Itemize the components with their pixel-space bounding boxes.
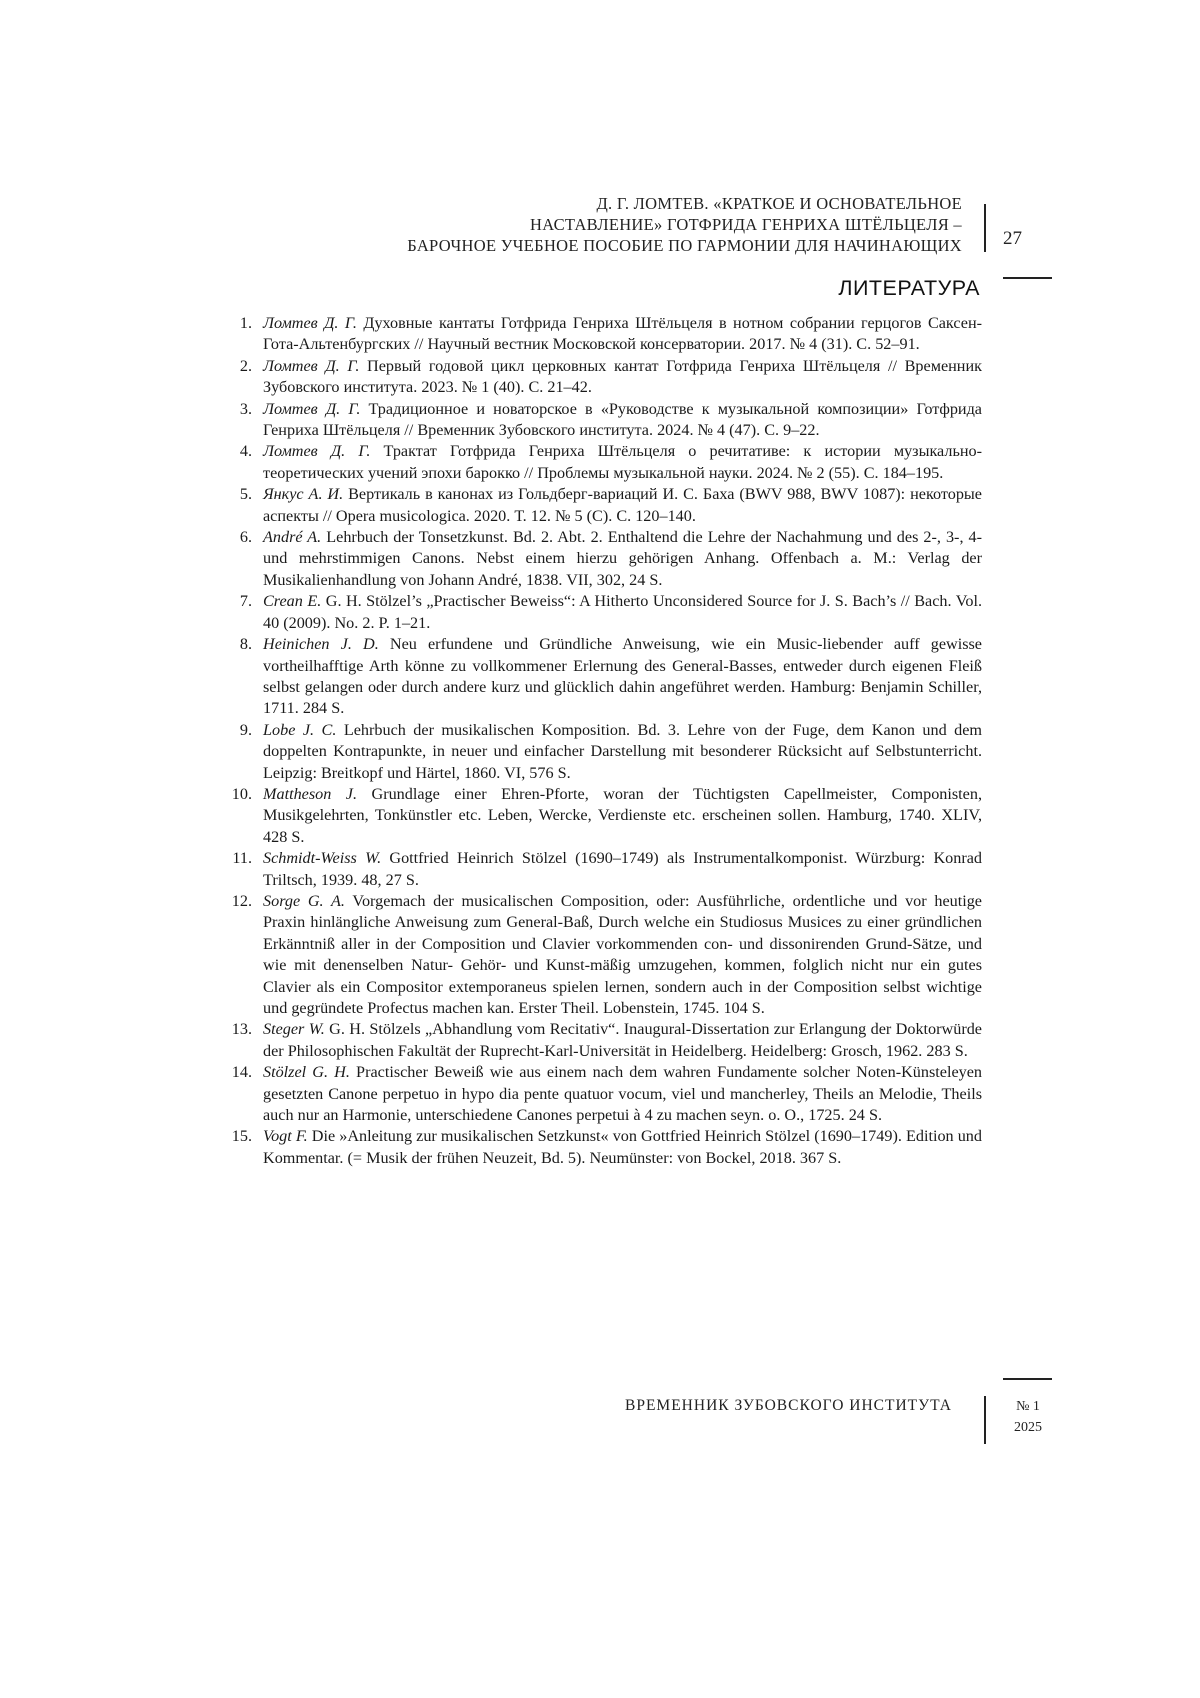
- reference-text: Вертикаль в канонах из Гольдберг-вариаций И. С. Баха (BWV 988, BWV 1087): некоторые аспекты // Opera musicologica. 2020. Т. 12. № 5 (С). С. 120–140.: [263, 485, 982, 525]
- running-head-line: НАСТАВЛЕНИЕ» ГОТФРИДА ГЕНРИХА ШТЁЛЬЦЕЛЯ –: [529, 215, 962, 234]
- reference-number: 15.: [231, 1127, 252, 1146]
- reference-text: Lehrbuch der musikalischen Komposition. Bd. 3. Lehre von der Fuge, dem Kanon und dem doppelten Kontrapunkte, in neuer und einfacher Darstellung mit besonderer Rücksicht auf Selbstunterricht. Leipzig: Breitkopf und Härtel, 1860. VI, 576 S.: [263, 720, 983, 782]
- reference-item: [218, 848, 982, 891]
- issue-number: № 1: [1016, 1399, 1040, 1414]
- reference-list: [218, 313, 982, 1169]
- footer-vertical-rule: [984, 1396, 986, 1444]
- reference-author: Mattheson J.: [263, 784, 358, 803]
- reference-item: [218, 1019, 982, 1062]
- reference-text: Первый годовой цикл церковных кантат Готфрида Генриха Штёльцеля // Временник Зубовского института. 2023. № 1 (40). С. 21–42.: [263, 356, 982, 397]
- page-number: 27: [1003, 228, 1022, 249]
- reference-number: 2.: [239, 356, 252, 375]
- reference-number: 4.: [239, 442, 252, 461]
- reference-number: 10.: [231, 784, 252, 803]
- reference-text: Трактат Готфрида Генриха Штёльцеля о речитативе: к истории музыкально-теоретических учений эпохи барокко // Проблемы музыкальной науки. 2024. № 2 (55). С. 184–195.: [263, 442, 982, 482]
- reference-number: 1.: [239, 314, 252, 332]
- issue-info: [1003, 1396, 1053, 1438]
- reference-item: [218, 784, 982, 848]
- reference-number: 5.: [239, 485, 252, 504]
- issue-year: 2025: [1014, 1420, 1042, 1435]
- reference-item: [218, 634, 982, 720]
- reference-author: Ломтев Д. Г.: [263, 314, 357, 332]
- reference-author: Heinichen J. D.: [263, 635, 379, 654]
- reference-number: 8.: [239, 635, 252, 654]
- reference-author: Stölzel G. H.: [263, 1063, 350, 1082]
- reference-text: Vorgemach der musicalischen Composition, oder: Ausführliche, ordentliche und vor heutige Praxin hinlängliche Anweisung zum General-Baß, Durch welche ein Studiosus Musices zu einer gründlichen Erkänntniß aller in der Composition und Clavier vorkommenden con- und dissonirenden Grund-Sätze, und wie mit denenselben Natur- Gehör- und Kunst-mäßig umzugehen, kommen, folglich nicht nur ein gutes Clavier als ein Compositor extemporaneus spielen lernen, sondern auch in der Composition selbst wichtige und gegründete Profectus machen kan. Erster Theil. Lobenstein, 1745. 104 S.: [263, 891, 982, 1017]
- reference-text: Grundlage einer Ehren-Pforte, woran der Tüchtigsten Capellmeister, Componisten, Musikgelehrten, Tonkünstler etc. Leben, Wercke, Verdienste etc. erscheinen sollen. Hamburg, 1740. XLIV, 428 S.: [263, 784, 982, 846]
- reference-author: Crean E.: [263, 592, 322, 611]
- reference-item: [218, 891, 982, 1019]
- reference-author: Lobe J. C.: [263, 720, 337, 739]
- reference-author: Vogt F.: [263, 1127, 308, 1146]
- reference-text: Neu erfundene und Gründliche Anweisung, wie ein Music-liebender auff gewisse vortheilhafftige Arth könne zu vollkommener Erlernung des General-Basses, entweder durch eigenen Fleiß selbst gelangen oder durch andere kurz und glücklich dahin angeführet werden. Hamburg: Benjamin Schiller, 1711. 284 S.: [263, 635, 982, 718]
- reference-text: Традиционное и новаторское в «Руководстве к музыкальной композиции» Готфрида Генриха Штёльцеля // Временник Зубовского института. 2024. № 4 (47). С. 9–22.: [263, 399, 982, 440]
- reference-author: Ломтев Д. Г.: [263, 399, 361, 418]
- reference-text: Die »Anleitung zur musikalischen Setzkunst« von Gottfried Heinrich Stölzel (1690–1749). Edition und Kommentar. (= Musik der frühen Neuzeit, Bd. 5). Neumünster: von Bockel, 2018. 367 S.: [263, 1127, 982, 1167]
- reference-author: Янкус А. И.: [263, 485, 344, 504]
- reference-number: 12.: [231, 891, 252, 910]
- reference-number: 13.: [231, 1020, 252, 1039]
- header-vertical-rule: [984, 204, 986, 252]
- running-head-line: Д. Г. ЛОМТЕВ. «КРАТКОЕ И ОСНОВАТЕЛЬНОЕ: [596, 194, 962, 213]
- reference-number: 6.: [239, 528, 252, 547]
- reference-item: [218, 720, 982, 784]
- reference-item: [218, 399, 982, 442]
- reference-item: [218, 1126, 982, 1169]
- reference-author: Ломтев Д. Г.: [263, 356, 360, 375]
- reference-author: André A.: [263, 528, 322, 547]
- reference-item: [218, 527, 982, 591]
- running-head-line: БАРОЧНОЕ УЧЕБНОЕ ПОСОБИЕ ПО ГАРМОНИИ ДЛЯ НАЧИНАЮЩИХ: [407, 236, 962, 255]
- reference-item: [218, 313, 982, 356]
- reference-text: Духовные кантаты Готфрида Генриха Штёльцеля в нотном собрании герцогов Саксен-Гота-Альтенбургских // Научный вестник Московской консерватории. 2017. № 4 (31). С. 52–91.: [263, 314, 983, 354]
- reference-text: Practischer Beweiß wie aus einem nach dem wahren Fundamente solcher Noten-Künsteleyen gesetzten Canone perpetuo in hypo dia pente quatuor vocum, viel und mancherley, Theils an Melodie, Theils auch nur an Harmonie, unterschiedene Canones perpetui à 4 zu machen seyn. o. O., 1725. 24 S.: [263, 1063, 982, 1125]
- footer-rule: [1003, 1378, 1052, 1380]
- reference-item: [218, 1062, 982, 1126]
- reference-number: 11.: [232, 849, 252, 868]
- reference-item: [218, 591, 982, 634]
- journal-name: ВРЕМЕННИК ЗУБОВСКОГО ИНСТИТУТА: [625, 1397, 952, 1414]
- reference-author: Ломтев Д. Г.: [263, 442, 371, 461]
- running-head: [242, 193, 962, 256]
- reference-item: [218, 356, 982, 399]
- reference-text: G. H. Stölzel’s „Practischer Beweiss“: A Hitherto Unconsidered Source for J. S. Bach’s // Bach. Vol. 40 (2009). No. 2. P. 1–21.: [263, 592, 982, 632]
- reference-text: Gottfried Heinrich Stölzel (1690–1749) als Instrumentalkomponist. Würzburg: Konrad Triltsch, 1939. 48, 27 S.: [263, 849, 982, 889]
- reference-number: 9.: [239, 720, 252, 739]
- reference-text: G. H. Stölzels „Abhandlung vom Recitativ“. Inaugural-Dissertation zur Erlangung der Doktorwürde der Philosophischen Fakultät der Ruprecht-Karl-Universität in Heidelberg. Heidelberg: Grosch, 1962. 283 S.: [263, 1020, 982, 1060]
- reference-number: 3.: [239, 399, 252, 418]
- reference-number: 7.: [239, 592, 252, 611]
- reference-item: [218, 484, 982, 527]
- reference-number: 14.: [231, 1063, 252, 1082]
- reference-author: Sorge G. A.: [263, 891, 345, 910]
- reference-author: Steger W.: [263, 1020, 325, 1039]
- page-number-rule: [1003, 277, 1052, 279]
- reference-text: Lehrbuch der Tonsetzkunst. Bd. 2. Abt. 2. Enthaltend die Lehre der Nachahmung und des 2-, 3-, 4- und mehrstimmigen Canons. Nebst einem hierzu gehörigen Anhang. Offenbach a. M.: Verlag der Musikalienhandlung von Johann André, 1838. VII, 302, 24 S.: [263, 528, 983, 589]
- section-title: ЛИТЕРАТУРА: [838, 276, 980, 300]
- reference-item: [218, 441, 982, 484]
- reference-author: Schmidt-Weiss W.: [263, 849, 382, 868]
